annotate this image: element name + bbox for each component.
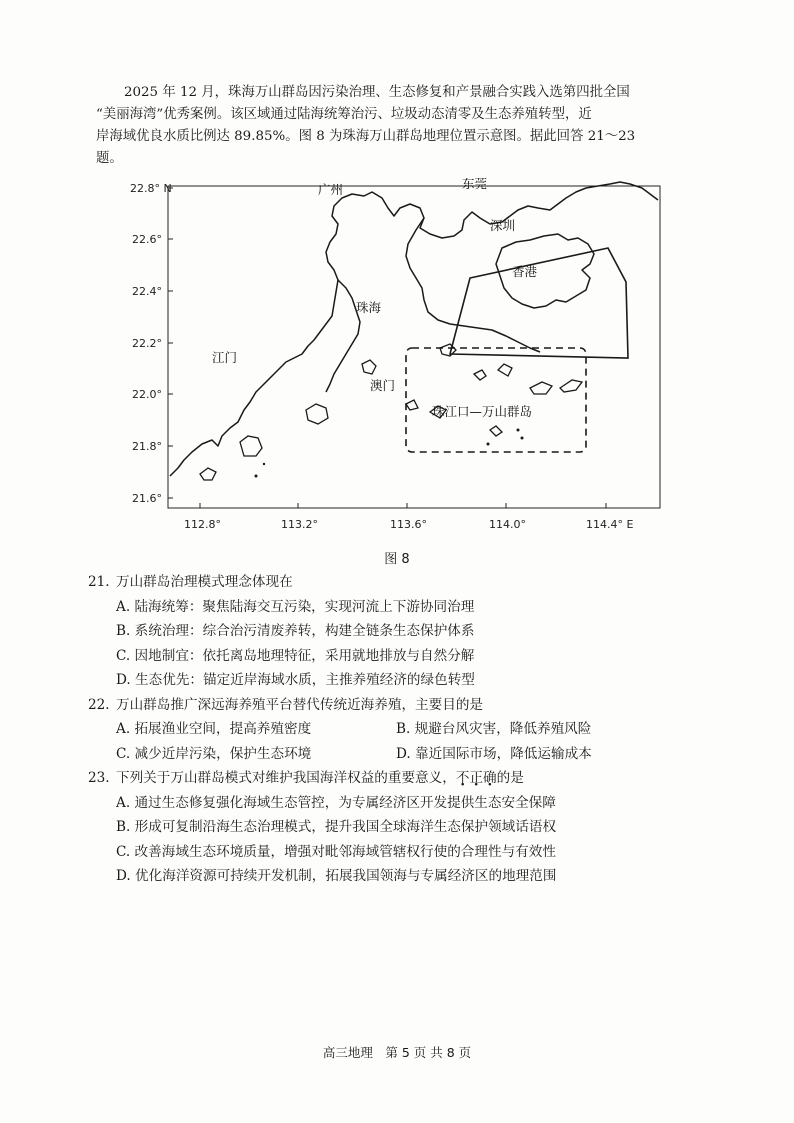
islet	[521, 437, 524, 440]
hongkong-boundary	[450, 248, 628, 358]
question-23-stem	[88, 766, 738, 791]
island	[490, 426, 502, 436]
estuary-coast-east	[406, 218, 540, 352]
option-23-a: A. 通过生态修复强化海域生态管控，为专属经济区开发提供生态安全保障	[116, 794, 556, 811]
zhuhai-coast	[326, 280, 360, 392]
emphasis-char: 确	[483, 770, 497, 786]
figure-8-map	[120, 178, 680, 546]
island	[362, 360, 376, 374]
label-macau: 澳门	[370, 378, 396, 393]
intro-line: “美丽海湾”优秀案例。该区域通过陆海统筹治污、垃圾动态清零及生态养殖转型，近	[96, 107, 592, 122]
label-zhuhai: 珠海	[356, 300, 382, 315]
question-number: 21.	[88, 574, 110, 590]
figure-caption: 图 8	[384, 552, 410, 567]
question-text-end: 的是	[496, 770, 524, 786]
islet	[487, 443, 490, 446]
island	[560, 380, 582, 392]
intro-line: 岸海域优良水质比例达 89.85%。图 8 为珠海万山群岛地理位置示意图。据此回答 21～23	[96, 129, 636, 144]
option-21-a: A. 陆海统筹：聚焦陆海交互污染，实现河流上下游协同治理	[116, 598, 475, 615]
option-row	[88, 717, 738, 742]
island	[306, 404, 328, 424]
island	[406, 400, 418, 410]
latitude-axis	[130, 182, 173, 505]
label-jiangmen: 江门	[212, 350, 238, 365]
option-22-b: B. 规避台风灾害，降低养殖风险	[396, 721, 592, 737]
option-21-d: D. 生态优先：锚定近岸海域水质，主推养殖经济的绿色转型	[116, 672, 475, 688]
intro-line: 题。	[96, 151, 123, 166]
lon-label: 113.6°	[390, 518, 427, 531]
island	[498, 364, 512, 376]
island	[530, 382, 552, 394]
emphasis-char: 不	[455, 770, 470, 786]
question-text: 下列关于万山群岛模式对维护我国海洋权益的重要意义，	[116, 770, 456, 786]
label-shenzhen: 深圳	[490, 218, 516, 233]
questions	[88, 570, 738, 889]
islet	[263, 463, 265, 465]
lon-label: 114.0°	[489, 518, 526, 531]
lat-label: 22.4°	[132, 285, 162, 298]
question-text: 万山群岛治理模式理念体现在	[116, 574, 293, 590]
longitude-axis	[184, 503, 633, 531]
intro-paragraph	[96, 82, 726, 170]
lat-label: 21.6°	[132, 492, 162, 505]
lat-label: 22.6°	[132, 233, 162, 246]
islet	[517, 429, 520, 432]
option-22-c: C. 减少近岸污染，保护生态环境	[116, 745, 312, 762]
question-number: 22.	[88, 696, 110, 713]
intro-line: 2025 年 12 月，珠海万山群岛因污染治理、生态修复和产景融合实践入选第四批全国	[124, 85, 630, 100]
option-22-a: A. 拓展渔业空间，提高养殖密度	[116, 721, 312, 737]
lat-label: 22.2°	[132, 337, 162, 350]
lat-label: 21.8°	[132, 440, 162, 453]
label-hongkong: 香港	[512, 264, 538, 279]
question-text: 万山群岛推广深远海养殖平台替代传统近海养殖，主要目的是	[116, 696, 484, 713]
label-dongguan: 东莞	[462, 178, 488, 191]
lon-label: 114.4° E	[586, 518, 634, 531]
islet	[255, 475, 258, 478]
option-23-b: B. 形成可复制沿海生态治理模式，提升我国全球海洋生态保护领域话语权	[116, 819, 557, 835]
option-21-b: B. 系统治理：综合治污清废养转，构建全链条生态保护体系	[116, 623, 475, 639]
island	[240, 436, 262, 456]
emphasis-char: 正	[469, 770, 484, 786]
option-21-c: C. 因地制宜：依托离岛地理特征，采用就地排放与自然分解	[116, 647, 475, 664]
label-wanshan: 珠江口—万山群岛	[432, 404, 533, 419]
question-number: 23.	[88, 770, 110, 786]
option-22-d: D. 靠近国际市场，降低运输成本	[396, 745, 592, 762]
lon-label: 113.2°	[281, 518, 318, 531]
option-23-d: D. 优化海洋资源可持续开发机制，拓展我国领海与专属经济区的地理范围	[116, 868, 557, 884]
hongkong-coast	[496, 234, 594, 308]
lat-label: 22.0°	[132, 388, 162, 401]
label-guangzhou: 广州	[318, 182, 344, 197]
lat-label: 22.8° N	[130, 182, 172, 195]
question-21-stem	[88, 570, 738, 595]
question-22-stem	[88, 693, 738, 718]
option-row	[88, 742, 738, 767]
option-23-c: C. 改善海域生态环境质量，增强对毗邻海域管辖权行使的合理性与有效性	[116, 843, 556, 860]
island	[200, 468, 216, 480]
page-footer: 高三地理 第 5 页 共 8 页	[322, 1045, 472, 1060]
mainland-coastline	[170, 182, 658, 476]
lon-label: 112.8°	[184, 518, 221, 531]
island	[474, 370, 486, 380]
